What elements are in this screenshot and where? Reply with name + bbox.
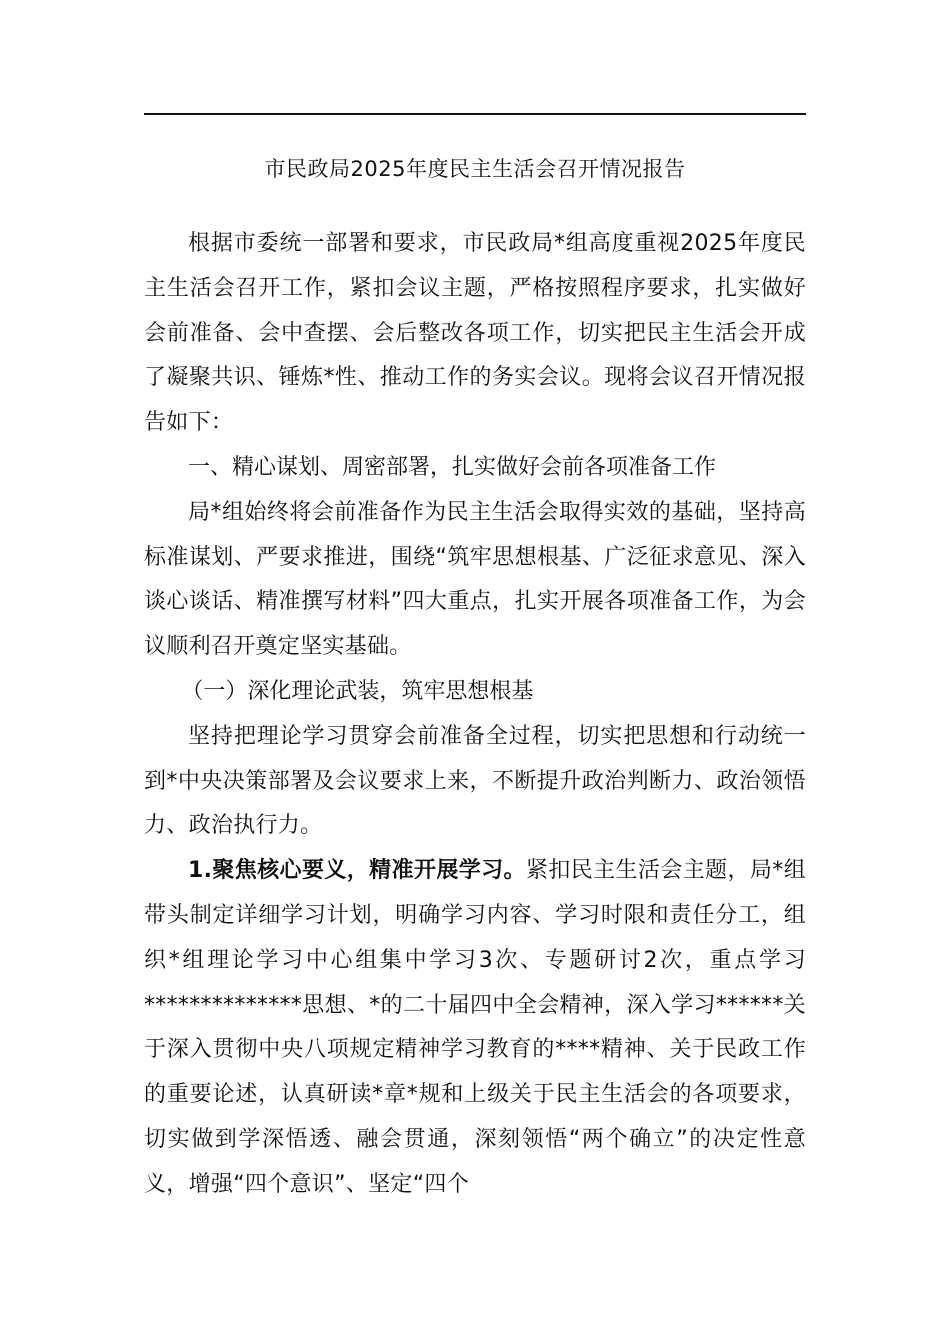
subsection-1-paragraph: 坚持把理论学习贯穿会前准备全过程，切实把思想和行动统一到*中央决策部署及会议要求上来，不断提升政治判断力、政治领悟力、政治执行力。 bbox=[144, 723, 806, 839]
header-rule bbox=[144, 113, 806, 115]
intro-paragraph: 根据市委统一部署和要求，市民政局*组高度重视2025年度民主生活会召开工作，紧扣会议主题，严格按照程序要求，扎实做好会前准备、会中查摆、会后整改各项工作，切实把民主生活会开成了凝聚共识、锤炼*性、推动工作的务实会议。现将会议召开情况报告如下： bbox=[144, 231, 806, 436]
section-1-paragraph: 局*组始终将会前准备作为民主生活会取得实效的基础，坚持高标准谋划、严要求推进，围绕“筑牢思想根基、广泛征求意见、深入谈心谈话、精准撰写材料”四大重点，扎实开展各项准备工作，为会议顺利召开奠定坚实基础。 bbox=[144, 499, 806, 660]
subsection-1-heading: （一）深化理论武装，筑牢思想根基 bbox=[181, 678, 534, 704]
item-1-text: 紧扣民主生活会主题，局*组带头制定详细学习计划，明确学习内容、学习时限和责任分工，组织*组理论学习中心组集中学习3次、专题研讨2次，重点学习**************思想、*的二十届四中全会精神，深入学习******关于深入贯彻中央八项规定精神学习教育的****精神、关于民政工作的重要论述，认真研读*章*规和上级关于民主生活会的各项要求，切实做到学深悟透、融会贯通，深刻领悟“两个确立”的决定性意义，增强“四个意识”、坚定“四个 bbox=[144, 858, 807, 1197]
item-1-lead: 1.聚焦核心要义，精准开展学习。 bbox=[188, 858, 526, 884]
document-title: 市民政局2025年度民主生活会召开情况报告 bbox=[264, 157, 686, 181]
section-1-heading: 一、精心谋划、周密部署，扎实做好会前各项准备工作 bbox=[188, 454, 717, 480]
item-1-paragraph bbox=[144, 849, 806, 1207]
document-body bbox=[144, 222, 806, 1208]
